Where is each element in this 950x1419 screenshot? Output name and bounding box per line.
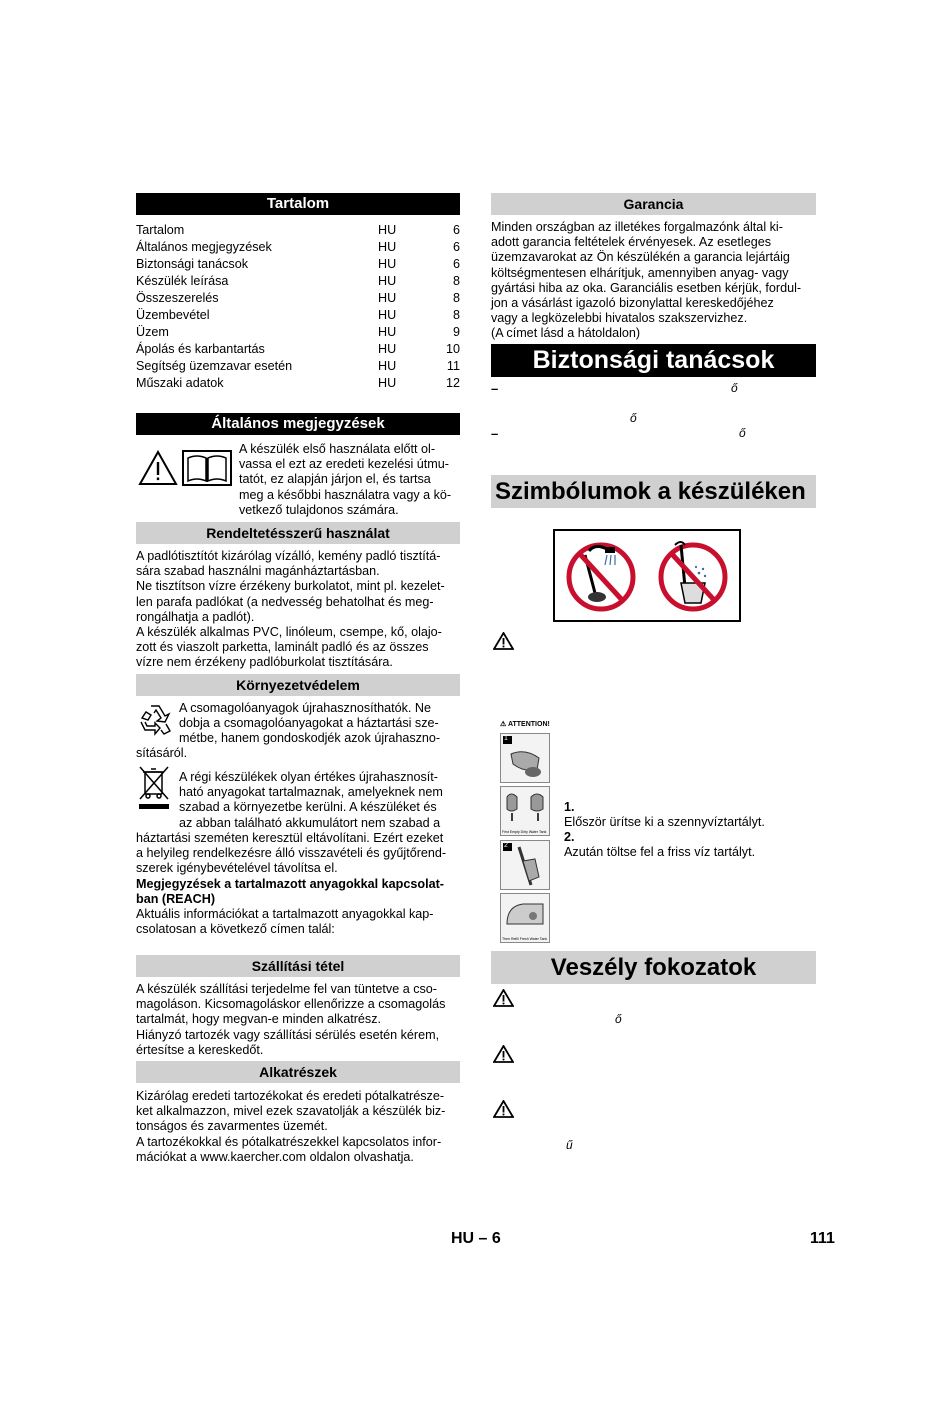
toc-row[interactable] <box>136 239 460 256</box>
safety-char-1: ő <box>731 381 738 395</box>
warning-triangle-icon <box>493 989 514 1007</box>
toc-row[interactable] <box>136 256 460 273</box>
warranty-heading: Garancia <box>491 193 816 215</box>
safety-heading: Biztonsági tanácsok <box>491 344 816 377</box>
general-heading: Általános megjegyzések <box>136 413 460 435</box>
toc-title: Összeszerelés <box>136 291 219 305</box>
danger-char-2: ű <box>566 1138 573 1152</box>
step-tag: 2 <box>504 842 508 849</box>
toc-lang: HU <box>378 376 397 390</box>
toc-page: 8 <box>452 274 460 288</box>
step-tag: 1 <box>504 735 508 742</box>
toc-lang: HU <box>378 342 397 356</box>
recycle-text: A csomagolóanyagok újrahasznosíthatók. Ne dobja a csomagolóanyagokat a háztartási sze- métbe, hanem gondoskodjék azok újrahaszno- <box>179 701 441 746</box>
toc-title: Segítség üzemzavar esetén <box>136 359 293 373</box>
delivery-heading: Szállítási tétel <box>136 955 460 977</box>
prohibition-symbols-image <box>553 529 741 622</box>
toc-row[interactable] <box>136 273 460 290</box>
toc-page: 8 <box>452 291 460 305</box>
safety-dash-1: – <box>491 381 499 396</box>
crossed-bin-icon <box>137 764 171 815</box>
step-2-text: Azután töltse fel a friss víz tartályt. <box>564 845 756 859</box>
toc-row[interactable] <box>136 307 460 324</box>
toc-list <box>136 222 460 394</box>
toc-lang: HU <box>378 274 397 288</box>
toc-page: 6 <box>452 223 460 237</box>
toc-lang: HU <box>378 291 397 305</box>
step-caption: First Empty Dirty Water Tank <box>502 830 547 834</box>
environment-heading: Környezetvédelem <box>136 674 460 696</box>
toc-title: Üzem <box>136 325 169 339</box>
parts-heading: Alkatrészek <box>136 1061 460 1083</box>
toc-lang: HU <box>378 240 397 254</box>
attention-label: ⚠ ATTENTION! <box>500 721 550 728</box>
warning-triangle-icon: ⚠ <box>500 721 507 728</box>
toc-page: 8 <box>452 308 460 322</box>
toc-heading: Tartalom <box>136 193 460 215</box>
danger-char-1: ő <box>615 1012 622 1026</box>
recycle-icon <box>136 702 174 743</box>
toc-row[interactable] <box>136 290 460 307</box>
toc-row[interactable] <box>136 324 460 341</box>
attention-step-image <box>500 786 550 836</box>
toc-page: 10 <box>445 342 460 356</box>
toc-lang: HU <box>378 308 397 322</box>
general-text: A készülék első használata előtt ol- vassa el ezt az eredeti kezelési útmu- tatót, ez alapján járjon el, és tartsa meg a későbbi használatra vagy a kö- vetkező tulajdonos számára. <box>239 442 452 517</box>
warning-triangle-icon <box>493 632 514 650</box>
toc-row[interactable] <box>136 222 460 239</box>
footer-code: HU – 6 <box>451 1230 501 1247</box>
warranty-text: Minden országban az illetékes forgalmazónk által ki- adott garancia feltételek érvényesek. Az esetleges üzemzavarokat az Ön készülékén a garancia lejártáig költségmentesen elhárítjuk, amennyiben anyag- vagy gyártási hiba az oka. Garanciális esetben kérjük, fordul- jon a vásárlást igazoló bizonylattal kereskedőjéhez vagy a legközelebbi hivatalos szakszervizhez. (A címet lásd a hátoldalon) <box>491 220 802 341</box>
toc-lang: HU <box>378 223 397 237</box>
recycle-text-tail: sításáról. <box>136 746 188 760</box>
weee-text: A régi készülékek olyan értékes újrahasznosít- ható anyagokat tartalmaznak, amelyeknek nem szabad a környezetbe kerülni. A készüléket és az abban található akkumulátort nem szabad a <box>179 770 443 830</box>
toc-page: 9 <box>452 325 460 339</box>
delivery-text: A készülék szállítási terjedelme fel van tüntetve a cso- magoláson. Kicsomagoláskor ellenőrizze a csomagolás tartalmát, hogy megvan-e minden alkatrész. Hiányzó tartozék vagy szállítási sérülés esetén kérem, értesítse a kereskedőt. <box>136 982 446 1057</box>
toc-page: 11 <box>446 359 460 373</box>
toc-page: 12 <box>445 376 460 390</box>
toc-title: Biztonsági tanácsok <box>136 257 249 271</box>
toc-title: Általános megjegyzések <box>136 240 272 254</box>
no-shower-icon <box>569 545 633 609</box>
toc-row[interactable] <box>136 358 460 375</box>
toc-title: Tartalom <box>136 223 185 237</box>
parts-text: Kizárólag eredeti tartozékokat és eredeti pótalkatrésze- ket alkalmazzon, mivel ezek szavatolják a készülék biz- tonságos és zavarmentes üzemét. A tartozékokkal és pótalkatrészekkel kapcsolatos infor- mációkat a www.kaercher.com oldalon olvashatja. <box>136 1089 446 1164</box>
warning-triangle-icon <box>493 1100 514 1118</box>
symbols-heading: Szimbólumok a készüléken <box>491 475 816 508</box>
weee-text-tail: háztartási szeméten keresztül eltávolítani. Ezért ezeket a helyileg rendelkezésre álló visszavételi és gyűjtőrend- szerek igénybevételével távolítsa el. Megjegyzések a tartalmazott anyagokkal kapcsolat- ban (REACH) Aktuális információkat a tartalmazott anyagokkal kap- csolatosan a következő címen talál: <box>136 831 466 937</box>
toc-page: 6 <box>452 257 460 271</box>
toc-title: Üzembevétel <box>136 308 210 322</box>
no-bucket-icon <box>661 542 725 609</box>
attention-step-image <box>500 893 550 943</box>
step-2-number: 2. <box>564 830 575 844</box>
toc-lang: HU <box>378 257 397 271</box>
page-number: 111 <box>810 1230 835 1247</box>
intended-heading: Rendeltetésszerű használat <box>136 522 460 544</box>
toc-row[interactable] <box>136 341 460 358</box>
step-1-text: Először ürítse ki a szennyvíztartályt. <box>564 815 765 829</box>
toc-title: Műszaki adatok <box>136 376 224 390</box>
toc-lang: HU <box>378 359 397 373</box>
reach-heading: Megjegyzések a tartalmazott anyagokkal kapcsolat- ban (REACH) <box>136 876 444 906</box>
step-caption: Then Refill Fresh Water Tank <box>502 937 548 941</box>
warning-triangle-icon <box>138 450 178 486</box>
toc-page: 6 <box>452 240 460 254</box>
safety-char-3: ő <box>739 426 746 440</box>
safety-char-2: ő <box>630 411 637 425</box>
toc-lang: HU <box>378 325 397 339</box>
toc-title: Készülék leírása <box>136 274 229 288</box>
attention-step-image <box>500 840 550 890</box>
step-1-number: 1. <box>564 800 575 814</box>
danger-heading: Veszély fokozatok <box>491 951 816 984</box>
warning-triangle-icon <box>493 1045 514 1063</box>
intended-text: A padlótisztítót kizárólag vízálló, kemény padló tisztítá- sára szabad használni magánháztartásban. Ne tisztítson vízre érzékeny burkolatot, mint pl. kezelet- len parafa padlókat (a nedvesség behatolhat és meg- rongálhatja a padlót). A készülék alkalmas PVC, linóleum, csempe, kő, olajo- zott és viaszolt parketta, laminált padló és az összes vízre nem érzékeny padlóburkolat tisztítására. <box>136 549 445 670</box>
manual-book-icon <box>182 450 232 491</box>
toc-title: Ápolás és karbantartás <box>136 342 265 356</box>
toc-row[interactable] <box>136 375 460 392</box>
safety-dash-2: – <box>491 426 499 441</box>
attention-step-image <box>500 733 550 783</box>
